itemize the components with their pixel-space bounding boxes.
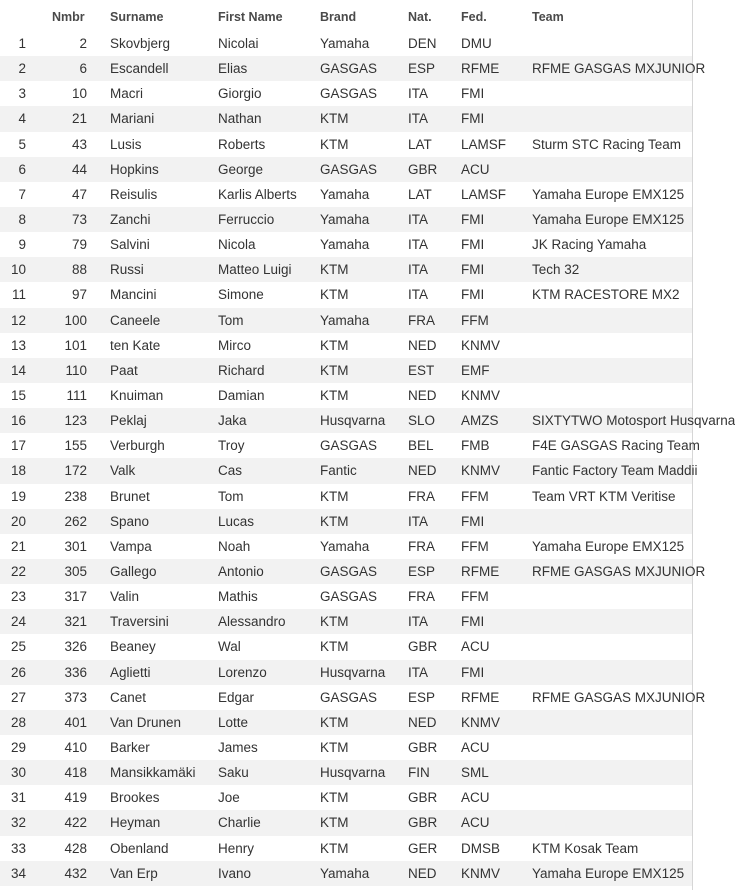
- row-nationality: GBR: [408, 790, 438, 806]
- row-surname: Van Erp: [110, 865, 158, 881]
- row-first-name: Ivano: [218, 865, 252, 881]
- row-surname: Canet: [110, 689, 147, 705]
- row-surname: Zanchi: [110, 211, 151, 227]
- table-row[interactable]: [0, 584, 692, 609]
- row-first-name: Charlie: [218, 815, 261, 831]
- row-position: 33: [10, 840, 26, 856]
- row-brand: KTM: [320, 739, 349, 755]
- row-nationality: ESP: [408, 61, 436, 77]
- row-number: 6: [79, 61, 87, 77]
- row-brand: Yamaha: [320, 186, 370, 202]
- table-row[interactable]: [0, 333, 692, 358]
- row-position: 34: [10, 865, 26, 881]
- row-nationality: SLO: [408, 413, 436, 429]
- table-row[interactable]: [0, 132, 692, 157]
- row-first-name: George: [218, 161, 264, 177]
- row-brand: KTM: [320, 639, 349, 655]
- row-nationality: ESP: [408, 689, 436, 705]
- row-surname: ten Kate: [110, 337, 161, 353]
- row-number: 97: [71, 287, 87, 303]
- row-position: 4: [18, 111, 26, 127]
- table-row[interactable]: [0, 710, 692, 735]
- row-brand: KTM: [320, 488, 349, 504]
- row-nationality: FIN: [408, 765, 430, 781]
- row-number: 428: [64, 840, 87, 856]
- row-number: 336: [64, 664, 87, 680]
- table-row[interactable]: [0, 534, 692, 559]
- row-number: 47: [71, 186, 87, 202]
- row-brand: KTM: [320, 337, 349, 353]
- row-position: 31: [10, 790, 26, 806]
- table-row[interactable]: [0, 31, 692, 56]
- row-surname: Barker: [110, 739, 150, 755]
- row-brand: Yamaha: [320, 36, 370, 51]
- row-number: 43: [71, 136, 87, 152]
- row-position: 23: [10, 589, 26, 605]
- header-surname[interactable]: Surname: [110, 10, 164, 24]
- row-position: 26: [10, 664, 26, 680]
- row-federation: DMU: [461, 36, 492, 51]
- row-federation: KNMV: [461, 865, 501, 881]
- row-surname: Vampa: [110, 538, 152, 554]
- row-team: Yamaha Europe EMX125: [532, 865, 685, 881]
- row-first-name: Cas: [218, 463, 243, 479]
- row-surname: Van Drunen: [110, 714, 182, 730]
- row-nationality: BEL: [408, 438, 434, 454]
- row-surname: Obenland: [110, 840, 169, 856]
- row-number: 79: [71, 237, 87, 253]
- row-first-name: Jaka: [218, 413, 247, 429]
- row-first-name: Wal: [218, 639, 241, 655]
- row-nationality: NED: [408, 387, 437, 403]
- row-federation: ACU: [461, 815, 490, 831]
- row-number: 172: [64, 463, 87, 479]
- row-first-name: Nicola: [218, 237, 256, 253]
- row-nationality: ITA: [408, 287, 428, 303]
- row-team: Yamaha Europe EMX125: [532, 211, 685, 227]
- row-federation: FFM: [461, 589, 489, 605]
- row-surname: Gallego: [110, 563, 157, 579]
- table-body: [0, 31, 735, 886]
- row-team: JK Racing Yamaha: [532, 237, 647, 253]
- row-position: 16: [10, 413, 26, 429]
- row-first-name: Giorgio: [218, 86, 262, 102]
- row-first-name: James: [218, 739, 258, 755]
- row-first-name: Troy: [218, 438, 245, 454]
- header-number[interactable]: Nmbr: [52, 10, 85, 24]
- row-team: SIXTYTWO Motosport Husqvarna: [532, 413, 735, 429]
- row-position: 7: [18, 186, 26, 202]
- row-position: 22: [10, 563, 26, 579]
- row-federation: RFME: [461, 61, 500, 77]
- row-federation: ACU: [461, 161, 490, 177]
- table-row[interactable]: [0, 106, 692, 131]
- row-surname: Brookes: [110, 790, 160, 806]
- row-surname: Aglietti: [110, 664, 151, 680]
- row-surname: Peklaj: [110, 413, 147, 429]
- header-team[interactable]: Team: [532, 10, 564, 24]
- row-surname: Lusis: [110, 136, 142, 152]
- row-nationality: GBR: [408, 161, 438, 177]
- table-row[interactable]: [0, 458, 698, 483]
- row-surname: Macri: [110, 86, 143, 102]
- row-position: 3: [18, 86, 26, 102]
- row-federation: FMI: [461, 614, 485, 630]
- row-federation: FMI: [461, 111, 485, 127]
- table-row[interactable]: [0, 383, 692, 408]
- row-nationality: GBR: [408, 639, 438, 655]
- table-row[interactable]: [0, 735, 692, 760]
- row-federation: KNMV: [461, 714, 501, 730]
- row-team: Sturm STC Racing Team: [532, 136, 682, 152]
- table-row[interactable]: [0, 861, 692, 886]
- row-federation: LAMSF: [461, 136, 507, 152]
- row-federation: ACU: [461, 739, 490, 755]
- table-row[interactable]: [0, 836, 692, 861]
- table-row[interactable]: [0, 509, 692, 534]
- row-brand: KTM: [320, 513, 349, 529]
- row-number: 419: [64, 790, 87, 806]
- row-nationality: FRA: [408, 312, 435, 328]
- row-surname: Verburgh: [110, 438, 165, 454]
- row-position: 14: [10, 362, 26, 378]
- row-nationality: FRA: [408, 488, 435, 504]
- row-nationality: FRA: [408, 589, 435, 605]
- row-nationality: GER: [408, 840, 438, 856]
- row-surname: Beaney: [110, 639, 156, 655]
- row-brand: Husqvarna: [320, 765, 386, 781]
- row-surname: Mariani: [110, 111, 155, 127]
- row-brand: GASGAS: [320, 589, 378, 605]
- row-team: Yamaha Europe EMX125: [532, 538, 685, 554]
- row-surname: Mancini: [110, 287, 157, 303]
- row-number: 321: [64, 614, 87, 630]
- row-first-name: Edgar: [218, 689, 255, 705]
- row-surname: Reisulis: [110, 186, 158, 202]
- row-position: 13: [10, 337, 26, 353]
- row-number: 373: [64, 689, 87, 705]
- row-position: 28: [10, 714, 26, 730]
- row-number: 73: [71, 211, 87, 227]
- table-row[interactable]: [0, 484, 692, 509]
- row-surname: Knuiman: [110, 387, 164, 403]
- row-position: 15: [10, 387, 26, 403]
- row-number: 326: [64, 639, 87, 655]
- row-position: 11: [11, 287, 26, 303]
- table-row[interactable]: [0, 433, 700, 458]
- row-position: 20: [10, 513, 26, 529]
- row-surname: Hopkins: [110, 161, 159, 177]
- row-number: 10: [71, 86, 87, 102]
- row-nationality: ITA: [408, 262, 428, 278]
- row-first-name: Alessandro: [218, 614, 286, 630]
- row-brand: KTM: [320, 714, 349, 730]
- row-brand: GASGAS: [320, 689, 378, 705]
- row-brand: Fantic: [320, 463, 357, 479]
- row-brand: KTM: [320, 840, 349, 856]
- row-surname: Skovbjerg: [110, 36, 171, 51]
- row-federation: AMZS: [461, 413, 499, 429]
- row-first-name: Saku: [218, 765, 249, 781]
- row-federation: RFME: [461, 563, 500, 579]
- row-team: Tech 32: [532, 262, 580, 278]
- row-team: KTM RACESTORE MX2: [532, 287, 680, 303]
- row-surname: Spano: [110, 513, 150, 529]
- row-nationality: ITA: [408, 614, 428, 630]
- table-row[interactable]: [0, 559, 706, 584]
- row-federation: KNMV: [461, 463, 501, 479]
- row-nationality: GBR: [408, 739, 438, 755]
- row-surname: Russi: [110, 262, 144, 278]
- row-brand: KTM: [320, 287, 349, 303]
- row-number: 110: [65, 362, 87, 378]
- row-nationality: NED: [408, 714, 437, 730]
- row-nationality: ITA: [408, 86, 428, 102]
- row-position: 5: [18, 136, 26, 152]
- row-brand: KTM: [320, 387, 349, 403]
- table-row[interactable]: [0, 685, 706, 710]
- row-first-name: Roberts: [218, 136, 266, 152]
- row-position: 1: [18, 36, 26, 51]
- table-row[interactable]: [0, 785, 692, 810]
- row-first-name: Joe: [218, 790, 240, 806]
- row-brand: KTM: [320, 614, 349, 630]
- row-brand: Husqvarna: [320, 664, 386, 680]
- row-first-name: Damian: [218, 387, 265, 403]
- table-row[interactable]: [0, 358, 692, 383]
- row-surname: Valk: [110, 463, 136, 479]
- row-number: 305: [64, 563, 87, 579]
- row-number: 111: [66, 387, 87, 403]
- row-nationality: EST: [408, 362, 435, 378]
- row-federation: RFME: [461, 689, 500, 705]
- row-first-name: Mirco: [218, 337, 251, 353]
- row-brand: GASGAS: [320, 563, 378, 579]
- row-first-name: Lorenzo: [218, 664, 267, 680]
- header-nationality[interactable]: Nat.: [408, 10, 432, 24]
- row-number: 44: [71, 161, 87, 177]
- row-first-name: Ferruccio: [218, 211, 275, 227]
- row-number: 21: [71, 111, 87, 127]
- table-row[interactable]: [0, 207, 692, 232]
- table-row[interactable]: [0, 257, 692, 282]
- row-position: 24: [10, 614, 26, 630]
- table-header: [0, 0, 692, 31]
- row-first-name: Karlis Alberts: [218, 186, 297, 202]
- row-number: 418: [64, 765, 87, 781]
- row-team: Yamaha Europe EMX125: [532, 186, 685, 202]
- table-row[interactable]: [0, 634, 692, 659]
- row-nationality: FRA: [408, 538, 435, 554]
- row-brand: KTM: [320, 815, 349, 831]
- table-row[interactable]: [0, 810, 692, 835]
- row-position: 30: [10, 765, 26, 781]
- table-row[interactable]: [0, 157, 692, 182]
- row-number: 155: [64, 438, 87, 454]
- table-row[interactable]: [0, 56, 706, 81]
- table-row[interactable]: [0, 182, 692, 207]
- row-federation: FFM: [461, 538, 489, 554]
- row-first-name: Henry: [218, 840, 255, 856]
- row-federation: FMB: [461, 438, 490, 454]
- row-position: 2: [18, 61, 26, 77]
- table-row[interactable]: [0, 760, 692, 785]
- row-brand: KTM: [320, 790, 349, 806]
- row-federation: ACU: [461, 639, 490, 655]
- row-federation: ACU: [461, 790, 490, 806]
- row-nationality: NED: [408, 865, 437, 881]
- row-first-name: Nathan: [218, 111, 262, 127]
- row-federation: SML: [461, 765, 489, 781]
- row-first-name: Noah: [218, 538, 251, 554]
- row-position: 32: [10, 815, 26, 831]
- row-surname: Escandell: [110, 61, 169, 77]
- row-nationality: DEN: [408, 36, 437, 51]
- row-number: 401: [64, 714, 87, 730]
- row-brand: Yamaha: [320, 211, 370, 227]
- row-number: 301: [64, 538, 87, 554]
- row-federation: FMI: [461, 287, 485, 303]
- row-brand: Yamaha: [320, 865, 370, 881]
- row-position: 8: [18, 211, 26, 227]
- row-position: 10: [10, 262, 26, 278]
- row-brand: KTM: [320, 262, 349, 278]
- row-first-name: Nicolai: [218, 36, 259, 51]
- row-number: 238: [64, 488, 87, 504]
- table-row[interactable]: [0, 308, 692, 333]
- row-first-name: Richard: [218, 362, 265, 378]
- row-federation: FFM: [461, 312, 489, 328]
- row-team: F4E GASGAS Racing Team: [532, 438, 700, 454]
- row-federation: FMI: [461, 513, 485, 529]
- row-brand: Yamaha: [320, 237, 370, 253]
- row-surname: Heyman: [110, 815, 161, 831]
- header-federation[interactable]: Fed.: [461, 10, 487, 24]
- row-position: 6: [18, 161, 26, 177]
- row-nationality: ITA: [408, 211, 428, 227]
- row-brand: KTM: [320, 362, 349, 378]
- row-federation: LAMSF: [461, 186, 507, 202]
- row-brand: GASGAS: [320, 61, 378, 77]
- row-federation: KNMV: [461, 387, 501, 403]
- row-number: 100: [64, 312, 87, 328]
- row-team: RFME GASGAS MXJUNIOR: [532, 61, 706, 77]
- row-position: 17: [10, 438, 26, 454]
- row-position: 19: [10, 488, 26, 504]
- row-surname: Caneele: [110, 312, 161, 328]
- row-nationality: GBR: [408, 815, 438, 831]
- row-nationality: ITA: [408, 664, 428, 680]
- row-position: 12: [10, 312, 26, 328]
- row-federation: EMF: [461, 362, 490, 378]
- row-number: 317: [64, 589, 87, 605]
- row-position: 18: [10, 463, 26, 479]
- row-nationality: ESP: [408, 563, 436, 579]
- table-row[interactable]: [0, 609, 692, 634]
- row-first-name: Simone: [218, 287, 264, 303]
- row-nationality: LAT: [408, 186, 432, 202]
- row-first-name: Lotte: [218, 714, 249, 730]
- row-surname: Brunet: [110, 488, 150, 504]
- table-row[interactable]: [0, 408, 735, 433]
- row-number: 101: [64, 337, 87, 353]
- row-surname: Paat: [110, 362, 138, 378]
- row-brand: GASGAS: [320, 438, 378, 454]
- row-brand: GASGAS: [320, 86, 378, 102]
- row-federation: DMSB: [461, 840, 501, 856]
- row-first-name: Mathis: [218, 589, 258, 605]
- row-first-name: Matteo Luigi: [218, 262, 292, 278]
- row-first-name: Tom: [218, 312, 244, 328]
- header-first-name[interactable]: First Name: [218, 10, 283, 24]
- row-nationality: LAT: [408, 136, 432, 152]
- row-brand: Yamaha: [320, 538, 370, 554]
- row-position: 27: [10, 689, 26, 705]
- row-nationality: ITA: [408, 513, 428, 529]
- row-first-name: Tom: [218, 488, 244, 504]
- row-brand: Husqvarna: [320, 413, 386, 429]
- row-number: 432: [64, 865, 87, 881]
- table-row[interactable]: [0, 232, 692, 257]
- row-brand: GASGAS: [320, 161, 378, 177]
- row-team: RFME GASGAS MXJUNIOR: [532, 563, 706, 579]
- row-nationality: NED: [408, 337, 437, 353]
- row-first-name: Elias: [218, 61, 248, 77]
- table-row[interactable]: [0, 282, 692, 307]
- row-nationality: ITA: [408, 237, 428, 253]
- row-federation: FMI: [461, 86, 485, 102]
- row-position: 9: [18, 237, 26, 253]
- row-number: 262: [64, 513, 87, 529]
- header-brand[interactable]: Brand: [320, 10, 357, 24]
- row-team: Team VRT KTM Veritise: [532, 488, 676, 504]
- table-row[interactable]: [0, 81, 692, 106]
- row-federation: FMI: [461, 262, 485, 278]
- row-number: 123: [64, 413, 87, 429]
- row-surname: Valin: [110, 589, 140, 605]
- row-number: 88: [71, 262, 87, 278]
- row-position: 25: [10, 639, 26, 655]
- row-federation: FMI: [461, 211, 485, 227]
- row-brand: Yamaha: [320, 312, 370, 328]
- row-number: 422: [64, 815, 87, 831]
- row-brand: KTM: [320, 111, 349, 127]
- row-position: 21: [10, 538, 26, 554]
- row-number: 2: [79, 36, 87, 51]
- row-surname: Mansikkamäki: [110, 765, 196, 781]
- row-federation: FMI: [461, 237, 485, 253]
- row-surname: Traversini: [110, 614, 169, 630]
- row-first-name: Lucas: [218, 513, 255, 529]
- row-federation: KNMV: [461, 337, 501, 353]
- row-federation: FFM: [461, 488, 489, 504]
- row-team: Fantic Factory Team Maddii: [532, 463, 698, 479]
- row-team: RFME GASGAS MXJUNIOR: [532, 689, 706, 705]
- row-team: KTM Kosak Team: [532, 840, 639, 856]
- row-federation: FMI: [461, 664, 485, 680]
- row-nationality: ITA: [408, 111, 428, 127]
- row-brand: KTM: [320, 136, 349, 152]
- row-nationality: NED: [408, 463, 437, 479]
- row-surname: Salvini: [110, 237, 150, 253]
- row-number: 410: [64, 739, 87, 755]
- row-position: 29: [10, 739, 26, 755]
- row-first-name: Antonio: [218, 563, 264, 579]
- table-row[interactable]: [0, 660, 692, 685]
